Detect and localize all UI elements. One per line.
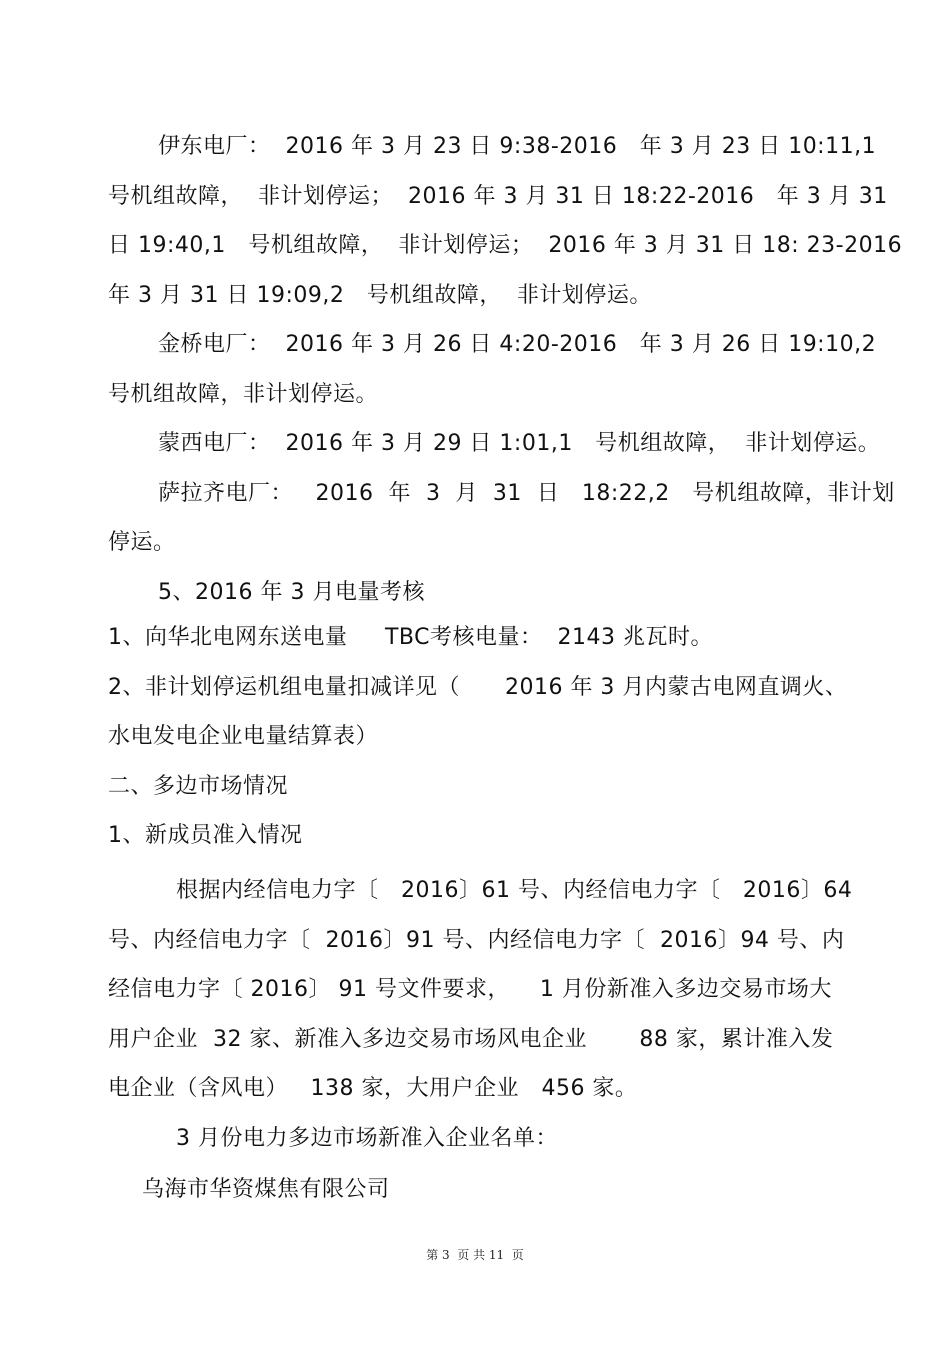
paragraph-line: 日 19:40,1 号机组故障， 非计划停运； 2016 年 3 月 31 日 18: 23-2016 <box>108 233 903 258</box>
paragraph-line: 经信电力字〔 2016〕 91 号文件要求， 1 月份新准入多边交易市场大 <box>108 977 832 1002</box>
company-name: 乌海市华资煤焦有限公司 <box>142 1177 390 1202</box>
paragraph-line: 号机组故障， 非计划停运； 2016 年 3 月 31 日 18:22-2016 年 3 月 31 <box>108 184 888 209</box>
paragraph-line: 伊东电厂： 2016 年 3 月 23 日 9:38-2016 年 3 月 23 日 10:11,1 <box>158 134 877 159</box>
paragraph-line: 水电发电企业电量结算表） <box>108 724 379 749</box>
list-heading: 3 月份电力多边市场新准入企业名单： <box>176 1126 558 1151</box>
page-number-footer: 第 3 页 共 11 页 <box>426 1248 524 1262</box>
paragraph-line: 1、向华北电网东送电量 TBC考核电量： 2143 兆瓦时。 <box>108 625 713 650</box>
paragraph-line: 号、内经信电力字〔 2016〕91 号、内经信电力字〔 2016〕94 号、内 <box>108 928 845 953</box>
paragraph-line: 萨拉齐电厂： 2016 年 3 月 31 日 18:22,2 号机组故障，非计划 <box>158 481 895 506</box>
section-heading: 5、2016 年 3 月电量考核 <box>158 580 425 605</box>
paragraph-line: 电企业（含风电） 138 家，大用户企业 456 家。 <box>108 1076 638 1101</box>
paragraph-line: 根据内经信电力字〔 2016〕61 号、内经信电力字〔 2016〕64 <box>176 878 853 903</box>
section-heading: 二、多边市场情况 <box>108 774 289 799</box>
paragraph-line: 金桥电厂： 2016 年 3 月 26 日 4:20-2016 年 3 月 26 日 19:10,2 <box>158 332 877 357</box>
paragraph-line: 2、非计划停运机组电量扣减详见（ 2016 年 3 月内蒙古电网直调火、 <box>108 675 848 700</box>
paragraph-line: 用户企业 32 家、新准入多边交易市场风电企业 88 家，累计准入发 <box>108 1027 834 1052</box>
paragraph-line: 号机组故障，非计划停运。 <box>108 382 379 407</box>
subsection-heading: 1、新成员准入情况 <box>108 823 303 848</box>
paragraph-line: 年 3 月 31 日 19:09,2 号机组故障， 非计划停运。 <box>108 283 652 308</box>
paragraph-line: 停运。 <box>108 530 176 555</box>
paragraph-line: 蒙西电厂： 2016 年 3 月 29 日 1:01,1 号机组故障， 非计划停运。 <box>158 431 881 456</box>
